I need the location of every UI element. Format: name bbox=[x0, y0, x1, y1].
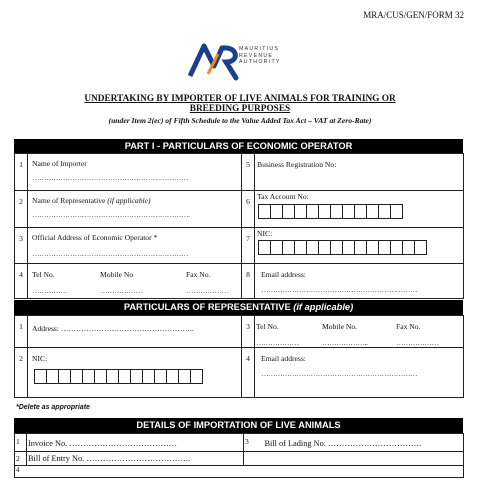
details-row-3-cell[interactable] bbox=[15, 466, 464, 478]
bill-of-entry-field[interactable] bbox=[27, 452, 244, 466]
details-row-2 bbox=[15, 452, 464, 466]
part1-table bbox=[14, 153, 464, 299]
email-field[interactable] bbox=[255, 264, 464, 299]
rep-email-label: Email address: bbox=[261, 354, 306, 363]
rep-tel-label: Tel No. bbox=[256, 322, 279, 331]
form-subtitle: (under Item 2(ec) of Fifth Schedule to the Value Added Tax Act – VAT at Zero-Rate) bbox=[108, 116, 372, 125]
part1-row-4 bbox=[15, 264, 464, 299]
mra-logo-icon bbox=[186, 40, 246, 82]
importer-name-label: Name of Importer bbox=[32, 159, 87, 168]
rep-fax-dots: ……………… bbox=[396, 338, 439, 347]
brn-field[interactable] bbox=[255, 154, 464, 191]
mobile-dots: ……………… bbox=[100, 286, 143, 295]
contact-field[interactable] bbox=[28, 264, 242, 299]
row-number: 2 bbox=[15, 348, 28, 398]
title-line-1: UNDERTAKING BY IMPORTER OF LIVE ANIMALS FOR TRAINING OR bbox=[84, 94, 396, 104]
row-number: 1 bbox=[15, 316, 28, 348]
rep-email-dots: ………………………………………………………… bbox=[261, 369, 418, 378]
rep-row-2 bbox=[15, 348, 464, 398]
rep-mobile-label: Mobile No. bbox=[322, 322, 358, 331]
row-number: 5 bbox=[242, 154, 255, 191]
address-dots: ………………………………………………………… bbox=[32, 249, 189, 258]
representative-name-label: Name of Representative (if applicable) bbox=[32, 196, 151, 205]
details-header: DETAILS OF IMPORTATION OF LIVE ANIMALS bbox=[14, 418, 463, 433]
logo-line-1: MAURITIUS bbox=[239, 46, 280, 52]
row-number: 4 bbox=[16, 466, 20, 474]
form-title bbox=[0, 94, 480, 114]
nic-boxes[interactable] bbox=[255, 238, 463, 255]
mra-logo bbox=[186, 40, 306, 82]
rep-nic-label: NIC: bbox=[32, 354, 48, 363]
address-field[interactable] bbox=[28, 228, 242, 264]
tan-label: Tax Account No: bbox=[257, 192, 309, 201]
rep-nic-boxes[interactable] bbox=[28, 363, 241, 384]
representative-header: PARTICULARS OF REPRESENTATIVE (if applicable) bbox=[14, 300, 463, 315]
details-row-1 bbox=[15, 434, 464, 452]
details-table bbox=[14, 433, 464, 478]
nic-field[interactable] bbox=[255, 228, 464, 264]
rep-nic-field[interactable] bbox=[28, 348, 242, 398]
address-label: Official Address of Economic Operator * bbox=[32, 233, 158, 242]
part1-header: PART I - PARTICULARS OF ECONOMIC OPERATOR bbox=[14, 139, 463, 153]
part1-row-3 bbox=[15, 228, 464, 264]
tan-boxes[interactable] bbox=[255, 201, 463, 219]
part1-row-2 bbox=[15, 191, 464, 228]
tan-field[interactable] bbox=[255, 191, 464, 228]
bill-of-lading-label: Bill of Lading No. ……………………………. bbox=[264, 439, 422, 448]
title-line-2: BREEDING PURPOSES bbox=[189, 104, 291, 114]
rep-email-field[interactable] bbox=[255, 348, 464, 398]
email-dots: ………………………………………………………… bbox=[261, 285, 418, 294]
row-number: 2 bbox=[15, 452, 27, 466]
row-number: 1 bbox=[15, 434, 27, 452]
logo-line-2: REVENUE bbox=[239, 52, 274, 59]
row-number: 4 bbox=[15, 264, 28, 299]
invoice-label: Invoice No. ………………………………… bbox=[28, 439, 178, 448]
row-number: 7 bbox=[242, 228, 255, 264]
row-number: 3 bbox=[15, 228, 28, 264]
details-row-3 bbox=[15, 466, 464, 478]
mobile-label: Mobile No bbox=[100, 270, 134, 279]
tel-label: Tel No. bbox=[32, 270, 55, 279]
row-number: 2 bbox=[15, 191, 28, 228]
representative-name-field[interactable] bbox=[28, 191, 242, 228]
rep-address-label: Address: …………………………………………….. bbox=[32, 324, 194, 333]
row-number: 3 bbox=[244, 434, 261, 452]
invoice-field[interactable] bbox=[27, 434, 244, 452]
form-number: MRA/CUS/GEN/FORM 32 bbox=[363, 10, 464, 20]
brn-label: Business Registration No: bbox=[257, 160, 337, 169]
rep-mobile-dots: ……………….. bbox=[322, 338, 368, 347]
row-number: 3 bbox=[242, 316, 255, 348]
logo-line-3: AUTHORITY bbox=[239, 59, 281, 65]
rep-fax-label: Fax No. bbox=[396, 322, 421, 331]
row-number: 1 bbox=[15, 154, 28, 191]
rep-address-field[interactable] bbox=[28, 316, 242, 348]
row-number: 8 bbox=[242, 264, 255, 299]
importer-name-field[interactable] bbox=[28, 154, 242, 191]
importer-name-dots: ………………………………………………………… bbox=[32, 173, 189, 182]
row-number: 4 bbox=[242, 348, 255, 398]
tel-dots: …………… bbox=[32, 286, 68, 295]
delete-note: *Delete as appropriate bbox=[16, 404, 90, 411]
rep-contact-field[interactable] bbox=[255, 316, 464, 348]
part1-row-1 bbox=[15, 154, 464, 191]
fax-dots: ……………… bbox=[186, 286, 229, 295]
rep-row-1 bbox=[15, 316, 464, 348]
empty-cell bbox=[244, 452, 464, 466]
bill-of-lading-field[interactable] bbox=[261, 434, 464, 452]
representative-table bbox=[14, 315, 464, 398]
fax-label: Fax No. bbox=[186, 270, 211, 279]
nic-label: NIC: bbox=[257, 229, 273, 238]
rep-tel-dots: ……………… bbox=[256, 338, 299, 347]
email-label: Email address: bbox=[261, 270, 306, 279]
representative-name-dots: …………………………………………………………. bbox=[32, 210, 190, 219]
row-number: 6 bbox=[242, 191, 255, 228]
bill-of-entry-label: Bill of Entry No. ……………………………….. bbox=[28, 454, 191, 463]
